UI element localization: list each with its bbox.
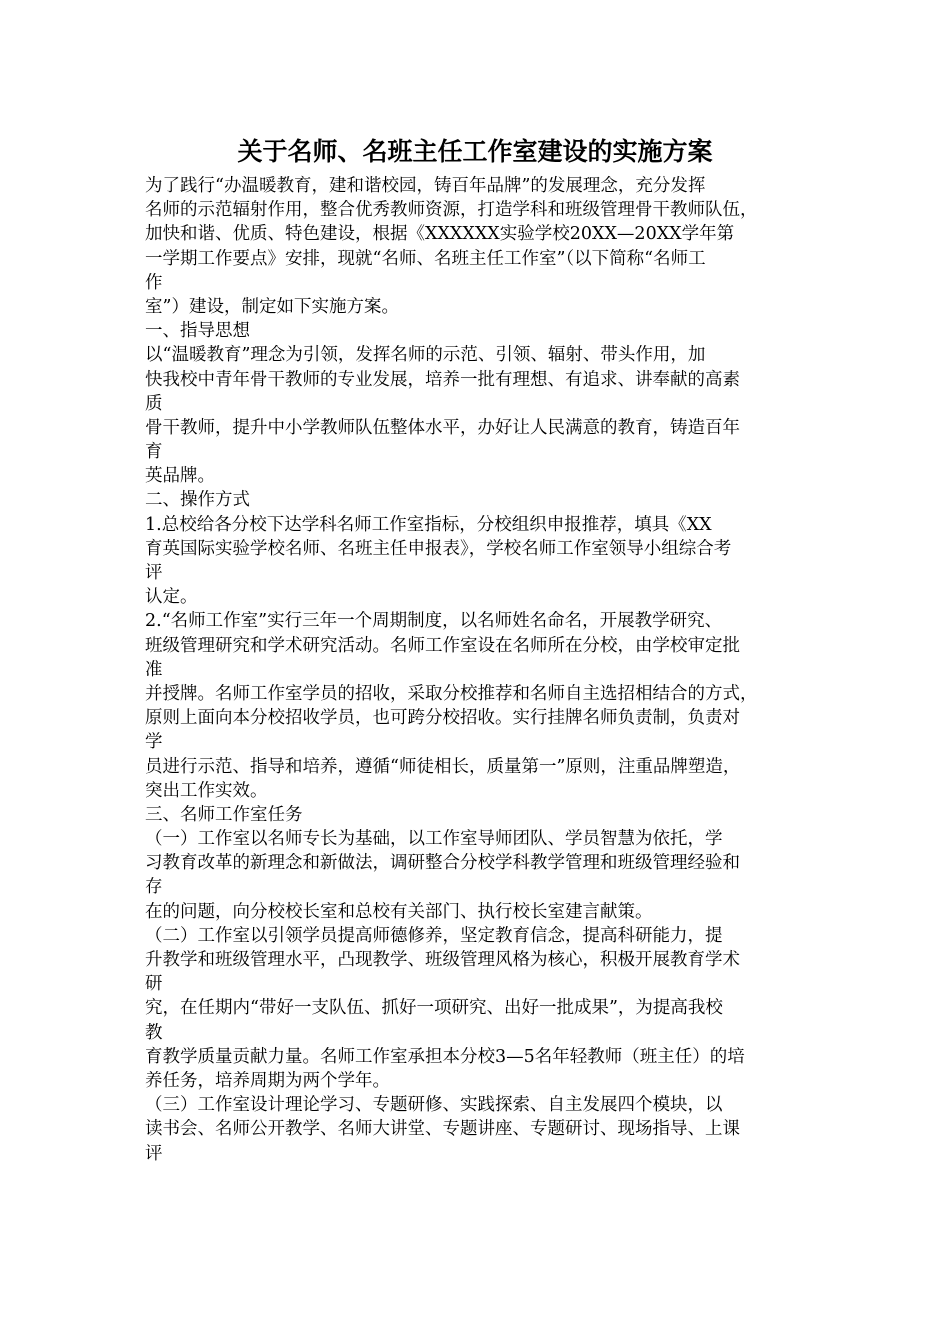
document-text-line: 2.“名师工作室”实行三年一个周期制度，以名师姓名命名，开展教学研究、 [145,611,723,632]
document-text-line: （一）工作室以名师专长为基础，以工作室导师团队、学员智慧为依托，学 [145,829,723,850]
document-text-line: 学 [145,732,163,753]
document-text-line: 名师的示范辐射作用，整合优秀教师资源，打造学科和班级管理骨干教师队伍， [145,200,758,221]
document-text-line: 作 [145,272,163,293]
document-text-line: 一、指导思想 [145,321,250,342]
document-text-line: 原则上面向本分校招收学员，也可跨分校招收。实行挂牌名师负责制，负责对 [145,708,740,729]
document-text-line: 质 [145,393,163,414]
document-text-line: 以“温暖教育”理念为引领，发挥名师的示范、引领、辐射、带头作用，加 [145,345,706,366]
document-text-line: 升教学和班级管理水平，凸现教学、班级管理风格为核心，积极开展教育学术 [145,950,740,970]
document-text-line: （三）工作室设计理论学习、专题研修、实践探索、自主发展四个模块，以 [145,1095,723,1116]
document-text-line: 二、操作方式 [145,490,250,511]
document-body [145,174,815,1166]
document-text-line: 英品牌。 [145,466,215,487]
document-text-line: 育英国际实验学校名师、名班主任申报表》，学校名师工作室领导小组综合考 [145,538,732,559]
document-text-line: 在的问题，向分校校长室和总校有关部门、执行校长室建言献策。 [145,901,653,922]
document-text-line: 教 [145,1022,163,1043]
document-text-line: 研 [145,974,163,995]
document-text-line: 员进行示范、指导和培养，遵循“师徒相长，质量第一”原则，注重品牌塑造， [145,756,741,777]
document-text-line: 养任务，培养周期为两个学年。 [145,1070,390,1091]
document-text-line: 1.总校给各分校下达学科名师工作室指标，分校组织申报推荐，填具《XX [145,514,712,535]
document-text-line: 育教学质量贡献力量。名师工作室承担本分校3—5名年轻教师（班主任）的培 [145,1046,745,1067]
document-text-line: 评 [145,1143,163,1164]
document-text-line: 加快和谐、优质、特色建设，根据《XXXXXX实验学校20XX—20XX学年第 [145,224,735,245]
document-text-line: 究，在任期内“带好一支队伍、抓好一项研究、出好一批成果”，为提高我校 [145,998,723,1019]
document-text-line: 准 [145,659,163,680]
document-title: 关于名师、名班主任工作室建设的实施方案 [237,137,713,166]
document-text-line: 育 [145,442,163,463]
document-text-line: 班级管理研究和学术研究活动。名师工作室设在名师所在分校，由学校审定批 [145,635,740,656]
document-text-line: 为了践行“办温暖教育，建和谐校园，铸百年品牌”的发展理念，充分发挥 [145,176,706,196]
document-text-line: 骨干教师，提升中小学教师队伍整体水平，办好让人民满意的教育，铸造百年 [145,417,740,438]
document-text-line: 一学期工作要点》安排，现就“名师、名班主任工作室”（以下简称“名师工 [145,248,706,269]
document-text-line: （二）工作室以引领学员提高师德修养，坚定教育信念，提高科研能力，提 [145,925,723,946]
document-text-line: 室”）建设，制定如下实施方案。 [145,296,399,317]
document-text-line: 存 [145,877,163,898]
document-text-line: 评 [145,563,163,583]
document-text-line: 突出工作实效。 [145,780,268,801]
document-text-line: 习教育改革的新理念和新做法，调研整合分校学科教学管理和班级管理经验和 [145,853,740,874]
document-text-line: 三、名师工作室任务 [145,804,303,825]
document-text-line: 读书会、名师公开教学、名师大讲堂、专题讲座、专题研讨、现场指导、上课 [145,1119,740,1140]
document-text-line: 并授牌。名师工作室学员的招收，采取分校推荐和名师自主选招相结合的方式， [145,683,758,704]
document-text-line: 认定。 [145,587,198,608]
document-text-line: 快我校中青年骨干教师的专业发展，培养一批有理想、有追求、讲奉献的高素 [145,369,740,390]
